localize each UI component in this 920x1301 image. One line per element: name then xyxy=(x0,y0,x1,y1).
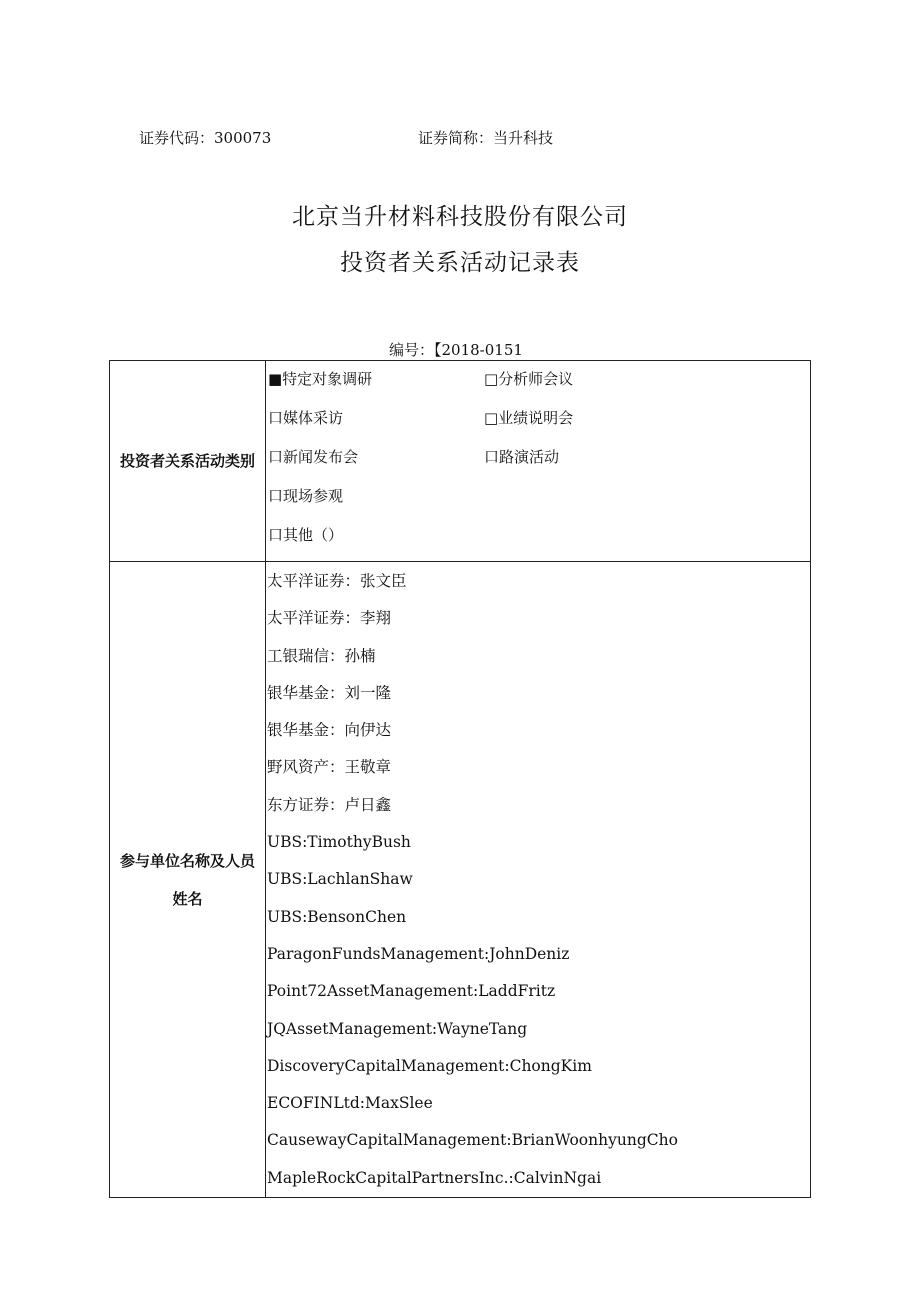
activity-type-options xyxy=(266,361,811,562)
activity-type-label: 投资者关系活动类别 xyxy=(110,361,266,562)
participant-item: UBS:TimothyBush xyxy=(267,833,411,852)
option-analyst-meeting[interactable]: □分析师会议 xyxy=(484,370,574,388)
option-media-interview[interactable]: 口媒体采访 xyxy=(268,409,344,427)
stock-code: 证券代码：300073 xyxy=(139,129,272,147)
participant-item: Point72AssetManagement:LaddFritz xyxy=(267,982,556,1001)
option-roadshow[interactable]: 口路演活动 xyxy=(484,448,560,466)
record-table xyxy=(109,360,811,1198)
document-title: 投资者关系活动记录表 xyxy=(340,250,580,276)
option-site-visit[interactable]: 口现场参观 xyxy=(268,487,344,505)
participant-item: CausewayCapitalManagement:BrianWoonhyungCho xyxy=(267,1131,678,1150)
participant-item: 工银瑞信：孙楠 xyxy=(267,646,376,665)
participant-item: 野风资产：王敬章 xyxy=(267,758,392,777)
activity-type-row xyxy=(110,361,811,562)
participant-item: ECOFINLtd:MaxSlee xyxy=(267,1094,433,1113)
participant-item: UBS:LachlanShaw xyxy=(267,870,413,889)
company-title: 北京当升材料科技股份有限公司 xyxy=(292,204,628,230)
participant-item: JQAssetManagement:WayneTang xyxy=(267,1019,528,1038)
option-press-conference[interactable]: 口新闻发布会 xyxy=(268,448,359,466)
option-specific-research[interactable]: ■特定对象调研 xyxy=(268,370,373,388)
participant-item: 银华基金：刘一隆 xyxy=(267,683,392,702)
participants-list xyxy=(266,562,811,1198)
participant-item: UBS:BensonChen xyxy=(267,907,407,926)
option-other[interactable]: 口其他（） xyxy=(268,526,344,544)
participant-item: 太平洋证券：张文臣 xyxy=(267,572,407,590)
participants-label: 参与单位名称及人员姓名 xyxy=(110,562,266,1198)
stock-short-name: 证券简称：当升科技 xyxy=(418,129,554,147)
participant-item: 东方证券：卢日鑫 xyxy=(267,795,392,814)
option-earnings-call[interactable]: □业绩说明会 xyxy=(484,409,574,427)
participant-item: 太平洋证券：李翔 xyxy=(267,609,392,628)
participant-item: ParagonFundsManagement:JohnDeniz xyxy=(267,944,570,963)
participant-item: 银华基金：向伊达 xyxy=(267,721,392,740)
participants-row xyxy=(110,562,811,1198)
participant-item: MapleRockCapitalPartnersInc.:CalvinNgai xyxy=(267,1168,602,1187)
participant-item: DiscoveryCapitalManagement:ChongKim xyxy=(267,1056,592,1075)
serial-number: 编号：【2018-0151 xyxy=(389,341,523,359)
